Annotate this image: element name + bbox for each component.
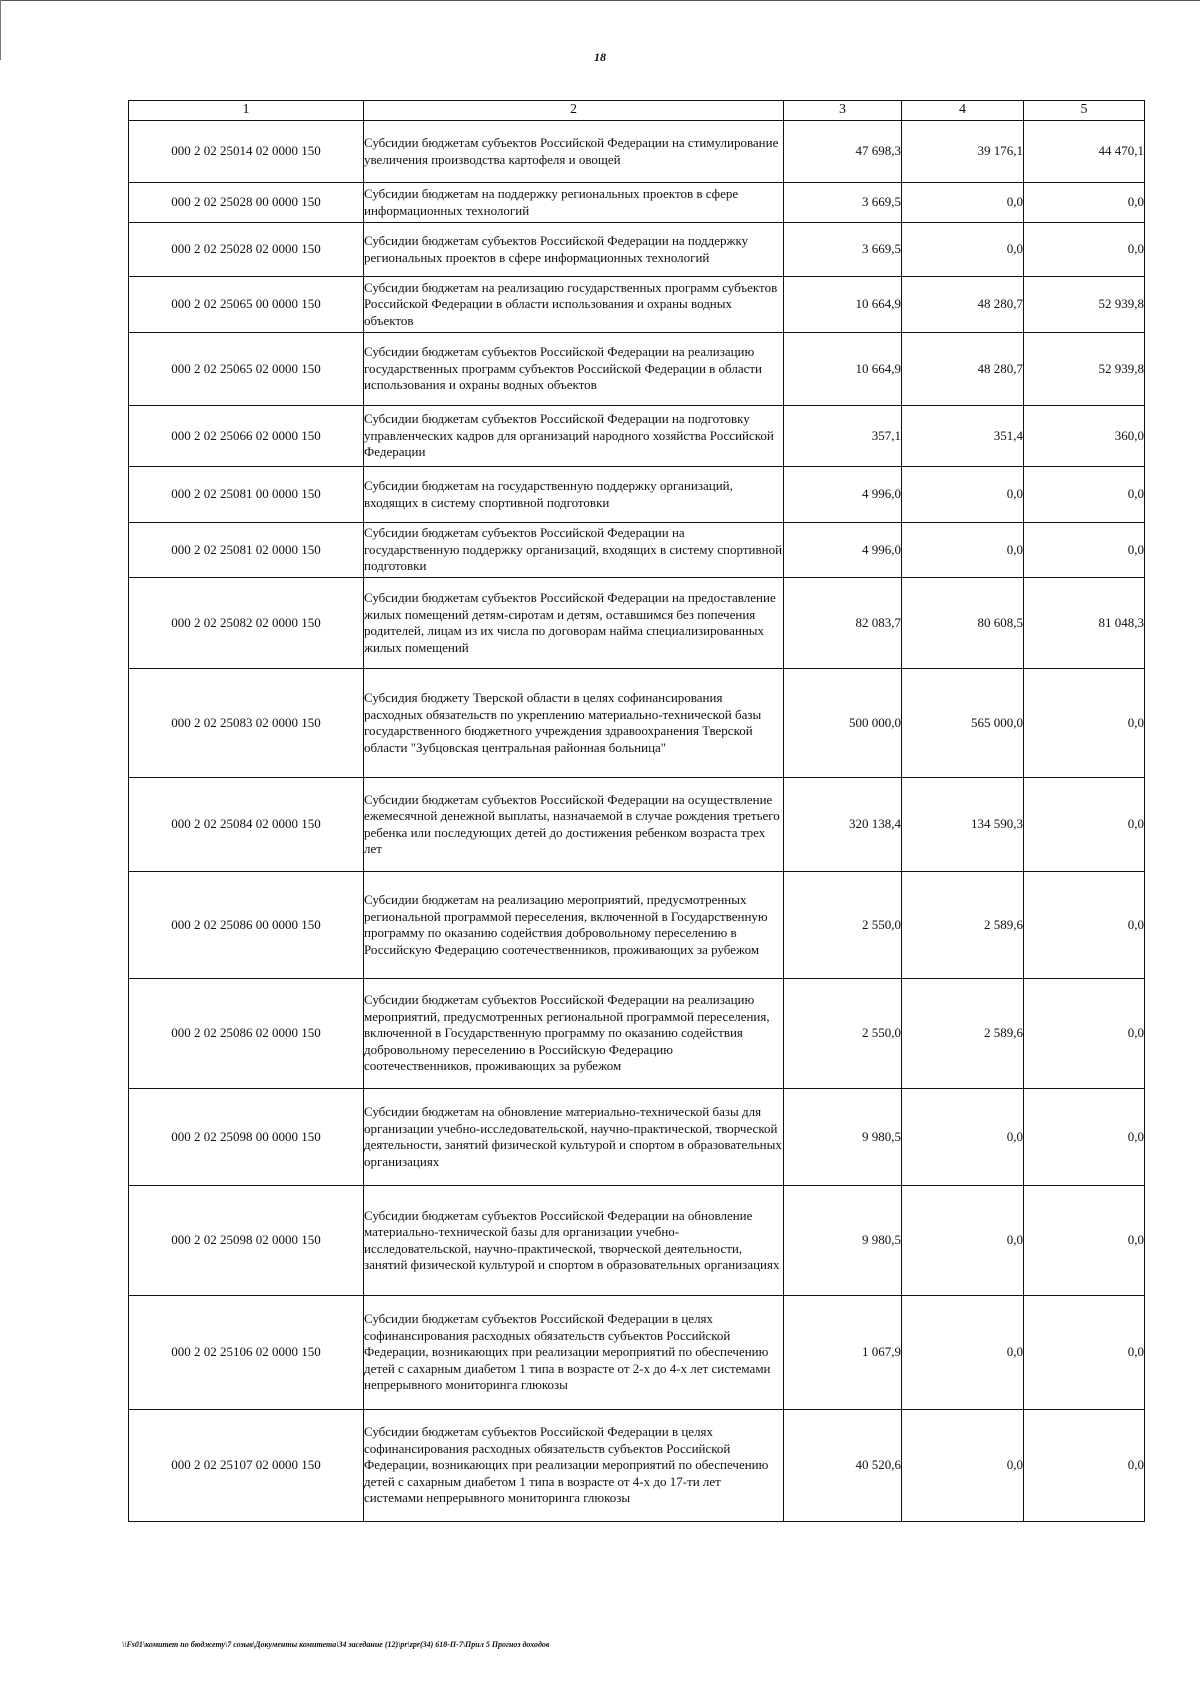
value-col5-cell: 0,0 (1024, 467, 1145, 523)
table-row (129, 467, 1145, 523)
description-cell: Субсидии бюджетам на реализацию государственных программ субъектов Российской Федерации в области использования и охраны водных объектов (364, 277, 784, 333)
table-row (129, 183, 1145, 223)
table-row (129, 523, 1145, 578)
description-cell: Субсидии бюджетам на поддержку региональных проектов в сфере информационных технологий (364, 183, 784, 223)
value-col4-cell: 39 176,1 (902, 121, 1024, 183)
budget-code-cell: 000 2 02 25081 00 0000 150 (129, 467, 364, 523)
value-col5-cell: 0,0 (1024, 1296, 1145, 1410)
table-row (129, 669, 1145, 778)
table-row (129, 578, 1145, 669)
budget-code-cell: 000 2 02 25098 02 0000 150 (129, 1186, 364, 1296)
value-col3-cell: 47 698,3 (784, 121, 902, 183)
value-col4-cell: 134 590,3 (902, 778, 1024, 872)
value-col4-cell: 0,0 (902, 1410, 1024, 1522)
table-row (129, 1089, 1145, 1186)
value-col3-cell: 10 664,9 (784, 277, 902, 333)
description-cell: Субсидии бюджетам субъектов Российской Федерации на осуществление ежемесячной денежной выплаты, назначаемой в случае рождения третьего ребенка или последующих детей до достижения ребенком возраста трех лет (364, 778, 784, 872)
value-col5-cell: 52 939,8 (1024, 277, 1145, 333)
value-col3-cell: 82 083,7 (784, 578, 902, 669)
value-col5-cell: 0,0 (1024, 778, 1145, 872)
budget-code-cell: 000 2 02 25084 02 0000 150 (129, 778, 364, 872)
description-cell: Субсидии бюджетам субъектов Российской Федерации на обновление материально-технической базы для организации учебно-исследовательской, научно-практической, творческой деятельности, занятий физической культурой и спортом в образовательных организациях (364, 1186, 784, 1296)
file-path-footer: \\Fs01\комитет по бюджету\7 созыв\Документы комитета\34 заседание (12)\pr\zpr(34) 618-П-7\Прил 5 Прогноз доходов (122, 1640, 550, 1649)
table-row (129, 277, 1145, 333)
value-col3-cell: 9 980,5 (784, 1089, 902, 1186)
value-col5-cell: 52 939,8 (1024, 333, 1145, 406)
value-col3-cell: 1 067,9 (784, 1296, 902, 1410)
table-body (129, 121, 1145, 1522)
value-col3-cell: 40 520,6 (784, 1410, 902, 1522)
value-col3-cell: 2 550,0 (784, 979, 902, 1089)
description-cell: Субсидии бюджетам субъектов Российской Федерации на подготовку управленческих кадров для организаций народного хозяйства Российской Федерации (364, 406, 784, 467)
value-col3-cell: 500 000,0 (784, 669, 902, 778)
value-col5-cell: 0,0 (1024, 223, 1145, 277)
value-col4-cell: 565 000,0 (902, 669, 1024, 778)
description-cell: Субсидии бюджетам субъектов Российской Федерации на поддержку региональных проектов в сфере информационных технологий (364, 223, 784, 277)
budget-code-cell: 000 2 02 25028 00 0000 150 (129, 183, 364, 223)
column-header-4: 4 (902, 101, 1024, 121)
scan-border-top (0, 0, 1200, 1)
table-row (129, 121, 1145, 183)
value-col3-cell: 2 550,0 (784, 872, 902, 979)
column-header-1: 1 (129, 101, 364, 121)
value-col5-cell: 0,0 (1024, 1089, 1145, 1186)
value-col5-cell: 81 048,3 (1024, 578, 1145, 669)
value-col4-cell: 0,0 (902, 223, 1024, 277)
budget-code-cell: 000 2 02 25065 02 0000 150 (129, 333, 364, 406)
value-col4-cell: 0,0 (902, 467, 1024, 523)
table-row (129, 1186, 1145, 1296)
budget-code-cell: 000 2 02 25014 02 0000 150 (129, 121, 364, 183)
column-number-row (129, 101, 1145, 121)
value-col3-cell: 10 664,9 (784, 333, 902, 406)
budget-code-cell: 000 2 02 25081 02 0000 150 (129, 523, 364, 578)
table-row (129, 406, 1145, 467)
value-col3-cell: 4 996,0 (784, 467, 902, 523)
table-row (129, 778, 1145, 872)
value-col4-cell: 0,0 (902, 183, 1024, 223)
description-cell: Субсидии бюджетам субъектов Российской Федерации на реализацию государственных программ субъектов Российской Федерации в области использования и охраны водных объектов (364, 333, 784, 406)
value-col4-cell: 0,0 (902, 1186, 1024, 1296)
value-col5-cell: 0,0 (1024, 979, 1145, 1089)
description-cell: Субсидии бюджетам субъектов Российской Федерации на предоставление жилых помещений детям-сиротам и детям, оставшимся без попечения родителей, лицам из их числа по договорам найма специализированных жилых помещений (364, 578, 784, 669)
value-col3-cell: 9 980,5 (784, 1186, 902, 1296)
budget-code-cell: 000 2 02 25086 00 0000 150 (129, 872, 364, 979)
value-col5-cell: 0,0 (1024, 1186, 1145, 1296)
value-col3-cell: 3 669,5 (784, 183, 902, 223)
budget-code-cell: 000 2 02 25086 02 0000 150 (129, 979, 364, 1089)
table-row (129, 223, 1145, 277)
budget-code-cell: 000 2 02 25028 02 0000 150 (129, 223, 364, 277)
column-header-3: 3 (784, 101, 902, 121)
value-col4-cell: 2 589,6 (902, 872, 1024, 979)
description-cell: Субсидия бюджету Тверской области в целях софинансирования расходных обязательств по укреплению материально-технической базы государственного бюджетного учреждения здравоохранения Тверской области "Зубцовская центральная районная больница" (364, 669, 784, 778)
table-row (129, 333, 1145, 406)
budget-code-cell: 000 2 02 25107 02 0000 150 (129, 1410, 364, 1522)
budget-code-cell: 000 2 02 25098 00 0000 150 (129, 1089, 364, 1186)
value-col4-cell: 48 280,7 (902, 333, 1024, 406)
value-col4-cell: 351,4 (902, 406, 1024, 467)
table-row (129, 979, 1145, 1089)
description-cell: Субсидии бюджетам на реализацию мероприятий, предусмотренных региональной программой переселения, включенной в Государственную программу по оказанию содействия добровольному переселению в Российскую Федерацию соотечественников, проживающих за рубежом (364, 872, 784, 979)
value-col5-cell: 0,0 (1024, 183, 1145, 223)
column-header-2: 2 (364, 101, 784, 121)
value-col3-cell: 320 138,4 (784, 778, 902, 872)
budget-code-cell: 000 2 02 25083 02 0000 150 (129, 669, 364, 778)
value-col4-cell: 48 280,7 (902, 277, 1024, 333)
description-cell: Субсидии бюджетам на государственную поддержку организаций, входящих в систему спортивной подготовки (364, 467, 784, 523)
value-col5-cell: 44 470,1 (1024, 121, 1145, 183)
budget-code-cell: 000 2 02 25065 00 0000 150 (129, 277, 364, 333)
description-cell: Субсидии бюджетам субъектов Российской Федерации на стимулирование увеличения производства картофеля и овощей (364, 121, 784, 183)
value-col4-cell: 80 608,5 (902, 578, 1024, 669)
description-cell: Субсидии бюджетам субъектов Российской Федерации на государственную поддержку организаций, входящих в систему спортивной подготовки (364, 523, 784, 578)
description-cell: Субсидии бюджетам субъектов Российской Федерации в целях софинансирования расходных обязательств субъектов Российской Федерации, возникающих при реализации мероприятий по обеспечению детей с сахарным диабетом 1 типа в возрасте от 2-х до 4-х лет системами непрерывного мониторинга глюкозы (364, 1296, 784, 1410)
column-header-5: 5 (1024, 101, 1145, 121)
value-col4-cell: 2 589,6 (902, 979, 1024, 1089)
value-col5-cell: 0,0 (1024, 1410, 1145, 1522)
budget-code-cell: 000 2 02 25066 02 0000 150 (129, 406, 364, 467)
budget-code-cell: 000 2 02 25082 02 0000 150 (129, 578, 364, 669)
description-cell: Субсидии бюджетам субъектов Российской Федерации в целях софинансирования расходных обязательств субъектов Российской Федерации, возникающих при реализации мероприятий по обеспечению детей с сахарным диабетом 1 типа в возрасте от 4-х до 17-ти лет системами непрерывного мониторинга глюкозы (364, 1410, 784, 1522)
revenue-forecast-table (128, 100, 1145, 1522)
table-row (129, 872, 1145, 979)
table-row (129, 1296, 1145, 1410)
value-col5-cell: 360,0 (1024, 406, 1145, 467)
budget-code-cell: 000 2 02 25106 02 0000 150 (129, 1296, 364, 1410)
value-col5-cell: 0,0 (1024, 872, 1145, 979)
page-number: 18 (594, 50, 606, 64)
value-col3-cell: 3 669,5 (784, 223, 902, 277)
value-col4-cell: 0,0 (902, 1296, 1024, 1410)
value-col4-cell: 0,0 (902, 1089, 1024, 1186)
description-cell: Субсидии бюджетам на обновление материально-технической базы для организации учебно-исследовательской, научно-практической, творческой деятельности, занятий физической культурой и спортом в образовательных организациях (364, 1089, 784, 1186)
value-col3-cell: 4 996,0 (784, 523, 902, 578)
value-col5-cell: 0,0 (1024, 523, 1145, 578)
value-col4-cell: 0,0 (902, 523, 1024, 578)
description-cell: Субсидии бюджетам субъектов Российской Федерации на реализацию мероприятий, предусмотренных региональной программой переселения, включенной в Государственную программу по оказанию содействия добровольному переселению в Российскую Федерацию соотечественников, проживающих за рубежом (364, 979, 784, 1089)
table-row (129, 1410, 1145, 1522)
value-col5-cell: 0,0 (1024, 669, 1145, 778)
value-col3-cell: 357,1 (784, 406, 902, 467)
